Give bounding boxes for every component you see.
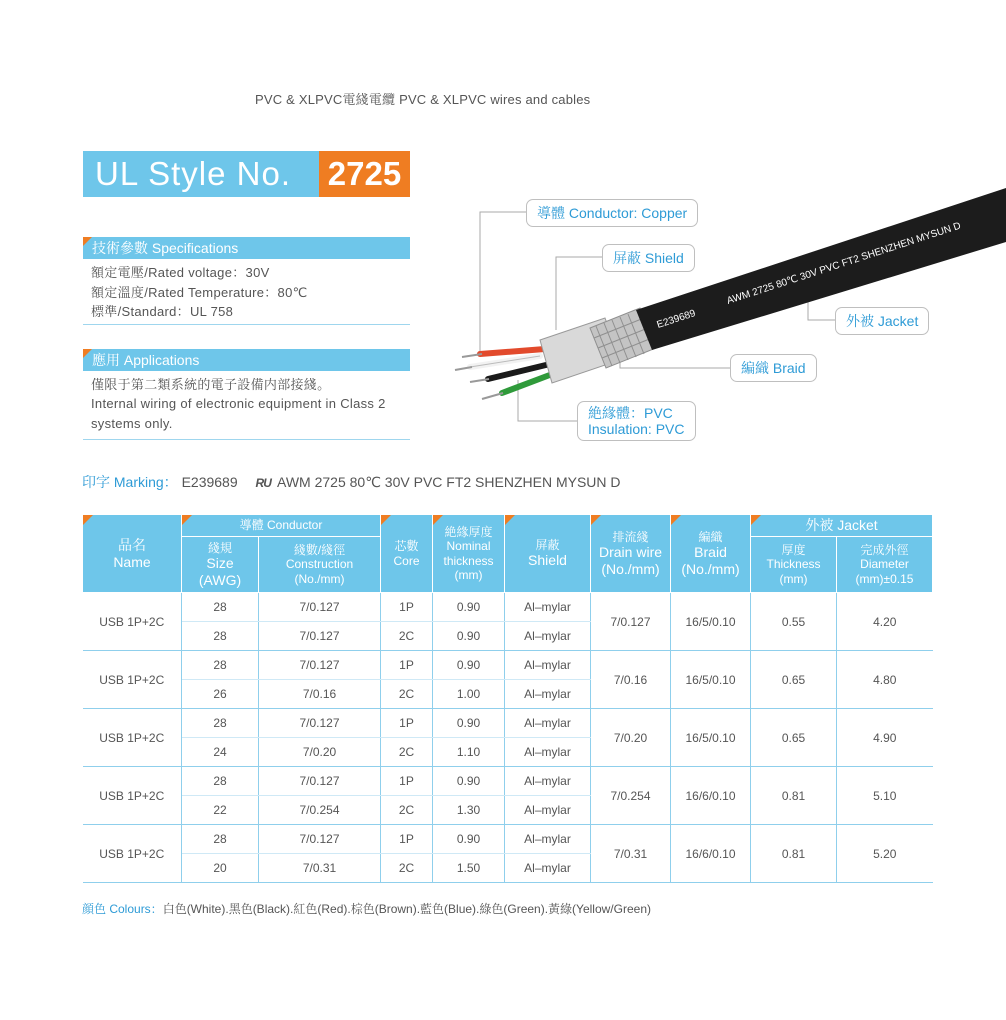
title-prefix: UL Style No. (83, 151, 319, 197)
cell-drain: 7/0.20 (591, 709, 671, 767)
cell-braid: 16/5/0.10 (671, 709, 751, 767)
cell-name: USB 1P+2C (83, 825, 182, 883)
cell-diameter: 4.90 (837, 709, 933, 767)
applications-heading (83, 349, 410, 371)
cell-jacket-thickness: 0.65 (751, 651, 837, 709)
header-drain: 排流綫 Drain wire (No./mm) (591, 515, 671, 593)
header-construction: 綫數/綫徑 Construction (No./mm) (259, 537, 381, 593)
colours-label: 顔色 Colours： (82, 902, 163, 916)
spec-table (82, 514, 933, 883)
cell-size: 28 (182, 767, 259, 796)
cell-construction: 7/0.31 (259, 854, 381, 883)
marking (82, 472, 621, 492)
cell-jacket-thickness: 0.55 (751, 593, 837, 651)
cell-size: 24 (182, 738, 259, 767)
cell-core: 2C (381, 622, 433, 651)
cell-thickness: 0.90 (433, 767, 505, 796)
header-line: PVC & XLPVC電綫電纜 PVC & XLPVC wires and cables (255, 92, 591, 107)
table-row (83, 709, 933, 738)
cell-size: 28 (182, 593, 259, 622)
cell-braid: 16/6/0.10 (671, 767, 751, 825)
cell-jacket-thickness: 0.81 (751, 825, 837, 883)
corner-marker (83, 237, 92, 246)
cell-shield: Al–mylar (505, 767, 591, 796)
callout-braid: 編織 Braid (730, 354, 817, 382)
cell-drain: 7/0.31 (591, 825, 671, 883)
cell-core: 2C (381, 796, 433, 825)
header-diameter: 完成外徑 Diameter (mm)±0.15 (837, 537, 933, 593)
cell-braid: 16/6/0.10 (671, 825, 751, 883)
header-jacket: 外被 Jacket (751, 515, 933, 537)
cell-drain: 7/0.127 (591, 593, 671, 651)
cell-diameter: 5.10 (837, 767, 933, 825)
cell-thickness: 0.90 (433, 651, 505, 680)
divider (83, 439, 410, 440)
title-number: 2725 (319, 151, 410, 197)
cell-shield: Al–mylar (505, 651, 591, 680)
cell-thickness: 1.30 (433, 796, 505, 825)
header-name: 品名 Name (83, 515, 182, 593)
header-conductor: 導體 Conductor (182, 515, 381, 537)
cell-thickness: 1.50 (433, 854, 505, 883)
cell-size: 28 (182, 622, 259, 651)
cell-construction: 7/0.20 (259, 738, 381, 767)
cell-thickness: 1.00 (433, 680, 505, 709)
specifications-heading (83, 237, 410, 259)
ul-recognized-icon: RU (255, 476, 271, 490)
cell-name: USB 1P+2C (83, 651, 182, 709)
cell-size: 28 (182, 651, 259, 680)
cell-thickness: 0.90 (433, 825, 505, 854)
cable-wires (455, 349, 555, 399)
applications-line-cn: 僅限于第二類系統的電子設備内部接綫。 (91, 377, 331, 392)
cell-core: 2C (381, 738, 433, 767)
cable-print-text: AWM 2725 80℃ 30V PVC FT2 SHENZHEN MYSUN D (725, 220, 963, 307)
cell-jacket-thickness: 0.81 (751, 767, 837, 825)
cell-diameter: 4.20 (837, 593, 933, 651)
cell-shield: Al–mylar (505, 709, 591, 738)
cell-thickness: 0.90 (433, 622, 505, 651)
table-row (83, 651, 933, 680)
cell-shield: Al–mylar (505, 854, 591, 883)
cell-construction: 7/0.127 (259, 593, 381, 622)
cell-name: USB 1P+2C (83, 767, 182, 825)
cell-size: 28 (182, 825, 259, 854)
spec-standard: 標準/Standard：UL 758 (91, 304, 234, 319)
applications-heading-label: 應用 Applications (92, 352, 200, 368)
cell-core: 1P (381, 651, 433, 680)
cell-drain: 7/0.254 (591, 767, 671, 825)
cell-core: 1P (381, 593, 433, 622)
applications-line-en-2: systems only. (91, 416, 173, 431)
header-braid: 編織 Braid (No./mm) (671, 515, 751, 593)
cable-print-code: E239689 (655, 308, 698, 331)
cell-construction: 7/0.127 (259, 825, 381, 854)
cell-thickness: 1.10 (433, 738, 505, 767)
cell-shield: Al–mylar (505, 622, 591, 651)
marking-code: E239689 (181, 474, 238, 490)
cell-shield: Al–mylar (505, 796, 591, 825)
cell-construction: 7/0.254 (259, 796, 381, 825)
spec-voltage: 額定電壓/Rated voltage：30V (91, 265, 270, 280)
cell-braid: 16/5/0.10 (671, 593, 751, 651)
cell-size: 20 (182, 854, 259, 883)
cell-construction: 7/0.127 (259, 622, 381, 651)
cell-construction: 7/0.127 (259, 651, 381, 680)
callout-jacket: 外被 Jacket (835, 307, 929, 335)
cell-thickness: 0.90 (433, 593, 505, 622)
cell-size: 26 (182, 680, 259, 709)
callout-insulation-cn: 絶緣體：PVC (588, 405, 673, 421)
cell-shield: Al–mylar (505, 825, 591, 854)
specifications-heading-label: 技術參數 Specifications (92, 240, 239, 256)
cell-shield: Al–mylar (505, 593, 591, 622)
callout-insulation (577, 401, 696, 441)
cell-core: 1P (381, 825, 433, 854)
header-jacket-thickness: 厚度 Thickness (mm) (751, 537, 837, 593)
cell-shield: Al–mylar (505, 738, 591, 767)
header-size: 綫規 Size (AWG) (182, 537, 259, 593)
spec-temperature: 額定溫度/Rated Temperature：80℃ (91, 285, 308, 300)
header-shield: 屏蔽 Shield (505, 515, 591, 593)
cell-thickness: 0.90 (433, 709, 505, 738)
marking-text: AWM 2725 80℃ 30V PVC FT2 SHENZHEN MYSUN D (277, 474, 621, 490)
cell-construction: 7/0.127 (259, 767, 381, 796)
cell-braid: 16/5/0.10 (671, 651, 751, 709)
cell-name: USB 1P+2C (83, 593, 182, 651)
callout-shield: 屏蔽 Shield (602, 244, 695, 272)
header-thickness: 絶緣厚度 Nominal thickness (mm) (433, 515, 505, 593)
cell-name: USB 1P+2C (83, 709, 182, 767)
callout-insulation-en: Insulation: PVC (588, 421, 685, 437)
cell-construction: 7/0.127 (259, 709, 381, 738)
cell-size: 22 (182, 796, 259, 825)
table-row (83, 767, 933, 796)
cell-diameter: 4.80 (837, 651, 933, 709)
cell-core: 1P (381, 767, 433, 796)
spec-table-body (83, 593, 933, 883)
cell-core: 2C (381, 854, 433, 883)
header-core: 芯數 Core (381, 515, 433, 593)
cell-core: 1P (381, 709, 433, 738)
table-row (83, 593, 933, 622)
divider (83, 324, 410, 325)
cell-shield: Al–mylar (505, 680, 591, 709)
cell-construction: 7/0.16 (259, 680, 381, 709)
cell-drain: 7/0.16 (591, 651, 671, 709)
colours (82, 900, 651, 917)
corner-marker (83, 349, 92, 358)
cell-size: 28 (182, 709, 259, 738)
callout-conductor: 導體 Conductor: Copper (526, 199, 698, 227)
colours-text: 白色(White).黑色(Black).紅色(Red).棕色(Brown).藍色(Blue).綠色(Green).黃綠(Yellow/Green) (162, 902, 651, 916)
marking-label: 印字 Marking： (82, 474, 178, 490)
cell-diameter: 5.20 (837, 825, 933, 883)
cell-core: 2C (381, 680, 433, 709)
applications-line-en-1: Internal wiring of electronic equipment in Class 2 (91, 396, 386, 411)
cell-jacket-thickness: 0.65 (751, 709, 837, 767)
table-row (83, 825, 933, 854)
